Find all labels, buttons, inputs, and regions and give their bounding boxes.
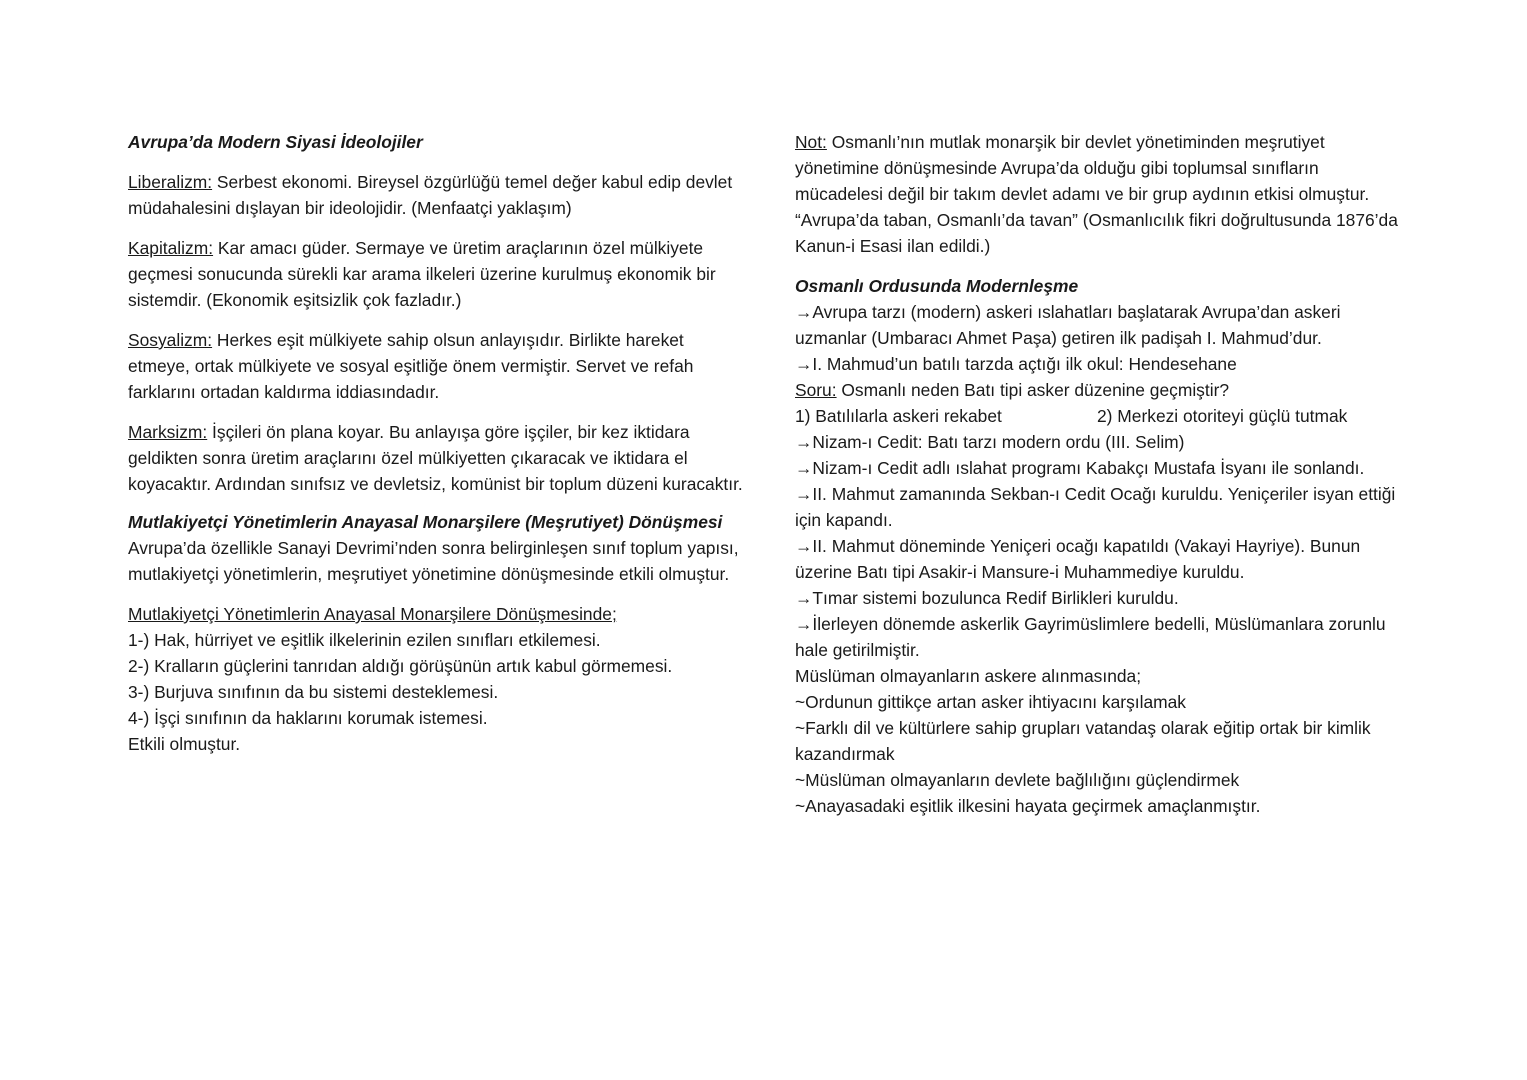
section-title-constitutional: Mutlakiyetçi Yönetimlerin Anayasal Monarşilere (Meşrutiyet) Dönüşmesi bbox=[128, 512, 723, 532]
text-marxism: İşçileri ön plana koyar. Bu anlayışa göre işçiler, bir kez iktidara geldikten sonra üretim araçlarını özel mülkiyetten çıkaracak ve iktidara el koyacaktır. Ardından sınıfsız ve devletsiz, komünist bir toplum düzeni kuracaktır. bbox=[128, 422, 743, 494]
answer-1: 1) Batılılarla askeri rekabet bbox=[795, 406, 1002, 426]
section-title-causes: Mutlakiyetçi Yönetimlerin Anayasal Monarşilere Dönüşmesinde; bbox=[128, 604, 617, 624]
causes-conclusion: Etkili olmuştur. bbox=[128, 734, 241, 754]
term-marxism: Marksizm: bbox=[128, 422, 208, 442]
text-socialism: Herkes eşit mülkiyete sahip olsun anlayışıdır. Birlikte hareket etmeye, ortak mülkiyete ve sosyal eşitliğe önem vermiştir. Servet ve refah farklarını ortadan kaldırma iddiasındadır. bbox=[128, 330, 694, 402]
reasons-intro: Müslüman olmayanların askere alınmasında; bbox=[795, 666, 1142, 686]
note-text: Osmanlı’nın mutlak monarşik bir devlet yönetiminden meşrutiyet yönetimine dönüşmesinde Avrupa’da olduğu gibi toplumsal sınıfların mücadelesi değil bir takım devlet adamı ve bir grup aydının etkisi olmuştur. “Avrupa’da taban, Osmanlı’da tavan” (Osmanlıcılık fikri doğrultusunda 1876’da Kanun-i Esasi ilan edildi.) bbox=[795, 132, 1398, 256]
list-item: →II. Mahmut döneminde Yeniçeri ocağı kapatıldı (Vakayi Hayriye). Bunun üzerine Batı tipi Asakir-i Mansure-i Muhammediye kuruldu. bbox=[795, 536, 1361, 582]
left-column bbox=[128, 129, 748, 757]
list-item: →Nizam-ı Cedit: Batı tarzı modern ordu (III. Selim) bbox=[795, 432, 1185, 452]
paragraph-socialism bbox=[128, 327, 748, 405]
question-label: Soru: bbox=[795, 380, 837, 400]
section-title-army: Osmanlı Ordusunda Modernleşme bbox=[795, 276, 1079, 296]
question-text: Osmanlı neden Batı tipi asker düzenine geçmiştir? bbox=[836, 380, 1230, 400]
army-line-2: →I. Mahmud’un batılı tarzda açtığı ilk okul: Hendesehane bbox=[795, 354, 1237, 374]
list-item: 1-) Hak, hürriyet ve eşitlik ilkelerinin ezilen sınıfları etkilemesi. bbox=[128, 630, 601, 650]
list-item: 4-) İşçi sınıfının da haklarını korumak istemesi. bbox=[128, 708, 488, 728]
term-socialism: Sosyalizm: bbox=[128, 330, 213, 350]
list-item: ~Müslüman olmayanların devlete bağlılığını güçlendirmek bbox=[795, 770, 1240, 790]
list-item: ~Farklı dil ve kültürlere sahip grupları vatandaş olarak eğitip ortak bir kimlik kazandırmak bbox=[795, 718, 1371, 764]
paragraph-liberalism bbox=[128, 169, 748, 221]
list-item: 3-) Burjuva sınıfının da bu sistemi desteklemesi. bbox=[128, 682, 499, 702]
term-capitalism: Kapitalizm: bbox=[128, 238, 214, 258]
answer-2: 2) Merkezi otoriteyi güçlü tutmak bbox=[1097, 406, 1348, 426]
text-liberalism: Serbest ekonomi. Bireysel özgürlüğü temel değer kabul edip devlet müdahalesini dışlayan bir ideolojidir. (Menfaatçi yaklaşım) bbox=[128, 172, 733, 218]
note-label: Not: bbox=[795, 132, 827, 152]
paragraph-marxism bbox=[128, 419, 748, 497]
paragraph-constitutional: Avrupa’da özellikle Sanayi Devrimi’nden sonra belirginleşen sınıf toplum yapısı, mutlakiyetçi yönetimlerin, meşrutiyet yönetimine dönüşmesinde etkili olmuştur. bbox=[128, 538, 739, 584]
right-column bbox=[795, 129, 1405, 819]
list-item: →Tımar sistemi bozulunca Redif Birlikleri kuruldu. bbox=[795, 588, 1179, 608]
army-line-1: →Avrupa tarzı (modern) askeri ıslahatları başlatarak Avrupa’dan askeri uzmanlar (Umbaracı Ahmet Paşa) getiren ilk padişah I. Mahmud’dur. bbox=[795, 302, 1341, 348]
list-item: →İlerleyen dönemde askerlik Gayrimüslimlere bedelli, Müslümanlara zorunlu hale getirilmiştir. bbox=[795, 614, 1386, 660]
paragraph-capitalism bbox=[128, 235, 748, 313]
list-item: →II. Mahmut zamanında Sekban-ı Cedit Ocağı kuruldu. Yeniçeriler isyan ettiği için kapandı. bbox=[795, 484, 1396, 530]
term-liberalism: Liberalizm: bbox=[128, 172, 213, 192]
list-item: →Nizam-ı Cedit adlı ıslahat programı Kabakçı Mustafa İsyanı ile sonlandı. bbox=[795, 458, 1365, 478]
section-title-ideologies: Avrupa’da Modern Siyasi İdeolojiler bbox=[128, 132, 423, 152]
list-item: ~Ordunun gittikçe artan asker ihtiyacını karşılamak bbox=[795, 692, 1186, 712]
note-paragraph bbox=[795, 129, 1405, 259]
question-paragraph bbox=[795, 377, 1405, 403]
answers-row bbox=[795, 403, 1405, 429]
list-item: 2-) Kralların güçlerini tanrıdan aldığı görüşünün artık kabul görmemesi. bbox=[128, 656, 673, 676]
text-capitalism: Kar amacı güder. Sermaye ve üretim araçlarının özel mülkiyete geçmesi sonucunda sürekli kar arama ilkeleri üzerine kurulmuş ekonomik bir sistemdir. (Ekonomik eşitsizlik çok fazladır.) bbox=[128, 238, 716, 310]
list-item: ~Anayasadaki eşitlik ilkesini hayata geçirmek amaçlanmıştır. bbox=[795, 796, 1261, 816]
